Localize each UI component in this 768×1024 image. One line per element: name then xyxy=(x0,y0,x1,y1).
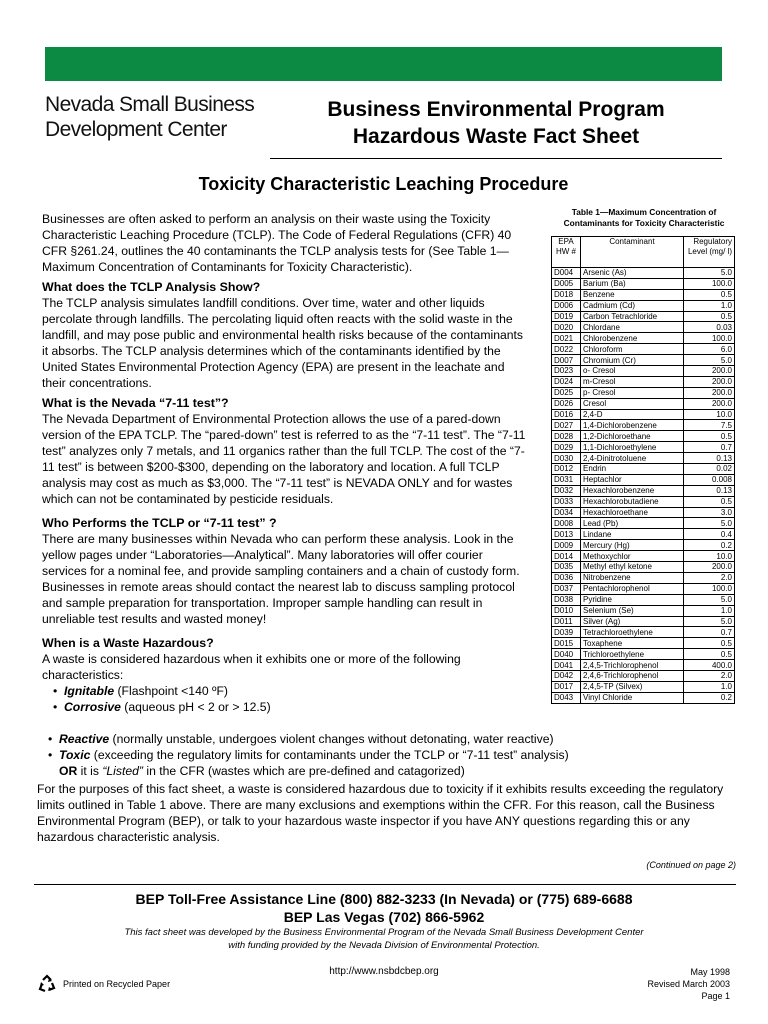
table-row xyxy=(552,278,735,289)
contaminant-cell: Endrin xyxy=(581,464,684,475)
section-heading: Who Performs the TCLP or “7-11 test” ? xyxy=(42,516,277,530)
contaminant-cell: Mercury (Hg) xyxy=(581,540,684,551)
hw-code-cell: D030 xyxy=(552,453,581,464)
org-name-line1: Nevada Small Business xyxy=(45,93,255,116)
contaminant-cell: Selenium (Se) xyxy=(581,605,684,616)
hw-code-cell: D035 xyxy=(552,562,581,573)
level-cell: 200.0 xyxy=(684,562,735,573)
level-cell: 5.0 xyxy=(684,594,735,605)
level-cell: 5.0 xyxy=(684,268,735,279)
level-cell: 6.0 xyxy=(684,344,735,355)
table-row xyxy=(552,409,735,420)
contaminant-cell: 1,2-Dichloroethane xyxy=(581,431,684,442)
bullet-term: Toxic xyxy=(59,748,91,762)
header-green-bar xyxy=(45,47,722,81)
listed-text: in the CFR (wastes which are pre-defined and catagorized) xyxy=(142,764,465,778)
bullet-text: (Flashpoint <140 ºF) xyxy=(114,684,228,698)
hw-code-cell: D020 xyxy=(552,322,581,333)
contaminant-cell: Lead (Pb) xyxy=(581,518,684,529)
contaminant-cell: Lindane xyxy=(581,529,684,540)
hw-code-cell: D008 xyxy=(552,518,581,529)
header-rule xyxy=(270,158,722,159)
website-link[interactable]: http://www.nsbdcbep.org xyxy=(329,966,439,977)
level-cell: 0.7 xyxy=(684,627,735,638)
level-cell: 2.0 xyxy=(684,670,735,681)
contaminant-cell: Toxaphene xyxy=(581,638,684,649)
level-cell: 100.0 xyxy=(684,333,735,344)
hw-code-cell: D041 xyxy=(552,660,581,671)
hw-code-cell: D007 xyxy=(552,355,581,366)
hw-code-cell: D017 xyxy=(552,681,581,692)
level-cell: 0.5 xyxy=(684,649,735,660)
level-cell: 1.0 xyxy=(684,605,735,616)
contaminant-cell: Arsenic (As) xyxy=(581,268,684,279)
level-cell: 200.0 xyxy=(684,387,735,398)
level-cell: 3.0 xyxy=(684,507,735,518)
hw-code-cell: D009 xyxy=(552,540,581,551)
table-row xyxy=(552,398,735,409)
bullet-text: (aqueous pH < 2 or > 12.5) xyxy=(120,700,271,714)
contaminant-cell: 1,4-Dichlorobenzene xyxy=(581,420,684,431)
contaminant-cell: Tetrachloroethylene xyxy=(581,627,684,638)
bullet-reactive xyxy=(37,731,737,747)
level-cell: 0.5 xyxy=(684,311,735,322)
hw-code-cell: D004 xyxy=(552,268,581,279)
contaminant-cell: Cadmium (Cd) xyxy=(581,300,684,311)
program-title xyxy=(270,96,722,150)
level-cell: 200.0 xyxy=(684,398,735,409)
table-row xyxy=(552,692,735,703)
listed-text: it is xyxy=(77,764,103,778)
level-cell: 0.008 xyxy=(684,474,735,485)
contaminant-cell: Chloroform xyxy=(581,344,684,355)
contaminant-cell: Hexachlorobutadiene xyxy=(581,496,684,507)
level-cell: 10.0 xyxy=(684,551,735,562)
table-row xyxy=(552,529,735,540)
level-cell: 0.03 xyxy=(684,322,735,333)
org-name-line2: Development Center xyxy=(45,118,227,141)
level-cell: 5.0 xyxy=(684,355,735,366)
listed-term: “Listed” xyxy=(102,764,143,778)
bullet-corrosive xyxy=(42,699,530,715)
level-cell: 200.0 xyxy=(684,366,735,377)
level-cell: 100.0 xyxy=(684,583,735,594)
table-row xyxy=(552,464,735,475)
contaminant-cell: Trichloroethylene xyxy=(581,649,684,660)
footer-rule xyxy=(34,884,736,885)
hw-code-cell: D021 xyxy=(552,333,581,344)
bullet-text: (exceeding the regulatory limits for contaminants under the TCLP or “7-11 test” analysis) xyxy=(90,748,569,762)
hw-code-cell: D012 xyxy=(552,464,581,475)
closing-paragraph: For the purposes of this fact sheet, a waste is considered hazardous due to toxicity if it exhibits results exceeding the regulatory limits outlined in Table 1 above. There are many exclusions and exemptions within the CFR. For this reason, call the Business Environmental Program (BEP), or talk to your hazardous waste inspector if you have ANY questions regarding this or any hazardous characteristic analysis. xyxy=(37,782,724,844)
contaminant-cell: Silver (Ag) xyxy=(581,616,684,627)
hw-code-cell: D010 xyxy=(552,605,581,616)
table-row xyxy=(552,366,735,377)
table-row xyxy=(552,268,735,279)
hw-code-cell: D031 xyxy=(552,474,581,485)
bullet-toxic xyxy=(37,747,737,763)
hw-code-cell: D023 xyxy=(552,366,581,377)
level-cell: 0.5 xyxy=(684,289,735,300)
hw-code-cell: D039 xyxy=(552,627,581,638)
contaminant-cell: Nitrobenzene xyxy=(581,572,684,583)
table-row xyxy=(552,453,735,464)
contaminant-cell: 2,4-Dinitrotoluene xyxy=(581,453,684,464)
level-cell: 0.7 xyxy=(684,442,735,453)
table-row xyxy=(552,496,735,507)
contaminant-cell: Hexachlorobenzene xyxy=(581,485,684,496)
bullet-text: (normally unstable, undergoes violent changes without detonating, water reactive) xyxy=(109,732,554,746)
section-heading: What does the TCLP Analysis Show? xyxy=(42,280,261,294)
continued-note: (Continued on page 2) xyxy=(646,860,736,870)
table-row xyxy=(552,605,735,616)
table-caption xyxy=(551,207,737,229)
table-row xyxy=(552,289,735,300)
contaminant-cell: Vinyl Chloride xyxy=(581,692,684,703)
hw-code-cell: D011 xyxy=(552,616,581,627)
table-row xyxy=(552,594,735,605)
level-cell: 1.0 xyxy=(684,681,735,692)
bullet-term: Corrosive xyxy=(64,700,121,714)
page-number: Page 1 xyxy=(701,991,730,1001)
revised-date: Revised March 2003 xyxy=(647,979,730,989)
section-body: The Nevada Department of Environmental Protection allows the use of a pared-down version of the EPA TCLP. The “pared-down” test is referred to as the “7-11 test”. The “7-11 test” analyzes only 7 metals, and 11 organics rather than the full TCLP. The cost of the “7-11 test” is between $200-$300, depending on the laboratory and location. A full TCLP analysis may cost as much as $3,000. The “7-11 test” is NEVADA ONLY and for wastes which can not be contaminated by pesticide residuals. xyxy=(42,412,526,506)
table-row xyxy=(552,474,735,485)
level-cell: 0.13 xyxy=(684,485,735,496)
contaminant-cell: 2,4-D xyxy=(581,409,684,420)
bullet-ignitable xyxy=(42,683,530,699)
hw-code-cell: D005 xyxy=(552,278,581,289)
table-row xyxy=(552,431,735,442)
table-row xyxy=(552,562,735,573)
level-cell: 100.0 xyxy=(684,278,735,289)
contaminant-cell: Chlorobenzene xyxy=(581,333,684,344)
table-row xyxy=(552,507,735,518)
hw-code-cell: D032 xyxy=(552,485,581,496)
contaminant-cell: Hexachloroethane xyxy=(581,507,684,518)
revision-info xyxy=(560,966,730,1002)
hw-code-cell: D019 xyxy=(552,311,581,322)
contaminant-cell: 2,4,6-Trichlorophenol xyxy=(581,670,684,681)
level-cell: 0.5 xyxy=(684,431,735,442)
or-word: OR xyxy=(59,764,78,778)
contaminant-cell: 2,4,5-Trichlorophenol xyxy=(581,660,684,671)
contaminant-cell: Chlordane xyxy=(581,322,684,333)
contaminant-cell: p- Cresol xyxy=(581,387,684,398)
table-row xyxy=(552,616,735,627)
main-text xyxy=(42,211,530,715)
hw-code-cell: D025 xyxy=(552,387,581,398)
section-heading: What is the Nevada “7-11 test”? xyxy=(42,396,229,410)
level-cell: 7.5 xyxy=(684,420,735,431)
program-title-line2: Hazardous Waste Fact Sheet xyxy=(352,125,640,148)
table-row xyxy=(552,387,735,398)
program-title-line1: Business Environmental Program xyxy=(327,98,665,121)
level-cell: 1.0 xyxy=(684,300,735,311)
contaminant-cell: Carbon Tetrachloride xyxy=(581,311,684,322)
table-row xyxy=(552,670,735,681)
level-cell: 5.0 xyxy=(684,518,735,529)
level-cell: 2.0 xyxy=(684,572,735,583)
contaminant-cell: Chromium (Cr) xyxy=(581,355,684,366)
hw-code-cell: D024 xyxy=(552,376,581,387)
hw-code-cell: D014 xyxy=(552,551,581,562)
level-cell: 0.5 xyxy=(684,638,735,649)
contaminant-cell: Barium (Ba) xyxy=(581,278,684,289)
original-date: May 1998 xyxy=(690,967,730,977)
hw-code-cell: D043 xyxy=(552,692,581,703)
contaminant-cell: Methoxychlor xyxy=(581,551,684,562)
document-title: Toxicity Characteristic Leaching Procedure xyxy=(198,174,569,194)
hw-code-cell: D018 xyxy=(552,289,581,300)
level-cell: 0.13 xyxy=(684,453,735,464)
column-header: Contaminant xyxy=(581,237,684,268)
recycled-paper-note: Printed on Recycled Paper xyxy=(63,979,171,989)
toxicity-table xyxy=(551,236,735,704)
level-cell: 0.2 xyxy=(684,540,735,551)
hw-code-cell: D026 xyxy=(552,398,581,409)
contaminant-cell: o- Cresol xyxy=(581,366,684,377)
credit-line1: This fact sheet was developed by the Business Environmental Program of the Nevada Small Business Development Center xyxy=(124,927,644,938)
intro-paragraph: Businesses are often asked to perform an analysis on their waste using the Toxicity Characteristic Leaching Procedure (TCLP). The Code of Federal Regulations (CFR) 40 CFR §261.24, outlines the 40 contaminants the TCLP analysis tests for (See Table 1—Maximum Concentration of Contaminants for Toxicity Characteristic). xyxy=(42,212,512,274)
las-vegas-line: BEP Las Vegas (702) 866-5962 xyxy=(283,909,485,925)
table-row xyxy=(552,572,735,583)
section-body: There are many businesses within Nevada who can perform these analysis. Look in the yellow pages under “Laboratories—Analytical”. Many laboratories will offer courier services for a nominal fee, and provide sampling containers and a chain of custody form. Businesses in remote areas should contact the nearest lab to discuss sampling protocol and sample preparation for transportation. Improper sample handling can result in unreliable test results and wasted money! xyxy=(42,532,520,626)
hw-code-cell: D040 xyxy=(552,649,581,660)
level-cell: 400.0 xyxy=(684,660,735,671)
table-row xyxy=(552,660,735,671)
hw-code-cell: D013 xyxy=(552,529,581,540)
level-cell: 5.0 xyxy=(684,616,735,627)
contaminant-cell: Methyl ethyl ketone xyxy=(581,562,684,573)
hw-code-cell: D038 xyxy=(552,594,581,605)
table-row xyxy=(552,627,735,638)
table-row xyxy=(552,583,735,594)
column-header: Regulatory Level (mg/ l) xyxy=(684,237,735,268)
hw-code-cell: D022 xyxy=(552,344,581,355)
section-body: The TCLP analysis simulates landfill conditions. Over time, water and other liquids percolate through landfills. The percolating liquid often reacts with the solid waste in the landfill, and may pose public and environmental health risks because of the contaminants it absorbs. The TCLP analysis determines which of the contaminants identified by the United States Environmental Protection Agency (EPA) are present in the leachate and their concentrations. xyxy=(42,296,524,390)
hw-code-cell: D029 xyxy=(552,442,581,453)
table-row xyxy=(552,311,735,322)
hw-code-cell: D015 xyxy=(552,638,581,649)
hw-code-cell: D016 xyxy=(552,409,581,420)
level-cell: 0.02 xyxy=(684,464,735,475)
credit-line2: with funding provided by the Nevada Division of Environmental Protection. xyxy=(228,940,540,951)
hw-code-cell: D006 xyxy=(552,300,581,311)
table-caption-line1: Table 1—Maximum Concentration of xyxy=(571,207,717,217)
table-row xyxy=(552,442,735,453)
table-row xyxy=(552,681,735,692)
table-row xyxy=(552,322,735,333)
table-row xyxy=(552,649,735,660)
table-caption-line2: Contaminants for Toxicity Characteristic xyxy=(563,218,725,228)
org-name xyxy=(45,92,254,142)
table-row xyxy=(552,485,735,496)
table-row xyxy=(552,540,735,551)
table-row xyxy=(552,355,735,366)
assistance-line: BEP Toll-Free Assistance Line (800) 882-3233 (In Nevada) or (775) 689-6688 xyxy=(135,891,633,907)
hw-code-cell: D036 xyxy=(552,572,581,583)
section-heading: When is a Waste Hazardous? xyxy=(42,636,214,650)
hw-code-cell: D033 xyxy=(552,496,581,507)
contaminant-cell: Benzene xyxy=(581,289,684,300)
table-row xyxy=(552,344,735,355)
contaminant-cell: Pentachlorophenol xyxy=(581,583,684,594)
hw-code-cell: D037 xyxy=(552,583,581,594)
bullet-term: Ignitable xyxy=(64,684,115,698)
level-cell: 200.0 xyxy=(684,376,735,387)
column-header: EPA HW # xyxy=(552,237,581,268)
contaminant-cell: m-Cresol xyxy=(581,376,684,387)
table-row xyxy=(552,518,735,529)
table-row xyxy=(552,420,735,431)
table-header-row xyxy=(552,237,735,268)
contaminant-cell: Pyridine xyxy=(581,594,684,605)
bullet-term: Reactive xyxy=(59,732,110,746)
hazard-intro: A waste is considered hazardous when it exhibits one or more of the following characteristics: xyxy=(42,652,461,682)
hw-code-cell: D028 xyxy=(552,431,581,442)
level-cell: 0.5 xyxy=(684,496,735,507)
level-cell: 0.4 xyxy=(684,529,735,540)
table-row xyxy=(552,638,735,649)
table-row xyxy=(552,376,735,387)
contaminant-cell: Heptachlor xyxy=(581,474,684,485)
hw-code-cell: D042 xyxy=(552,670,581,681)
table-row xyxy=(552,551,735,562)
contaminant-cell: 2,4,5-TP (Silvex) xyxy=(581,681,684,692)
table-row xyxy=(552,333,735,344)
contaminant-cell: Cresol xyxy=(581,398,684,409)
hw-code-cell: D027 xyxy=(552,420,581,431)
table-row xyxy=(552,300,735,311)
level-cell: 0.2 xyxy=(684,692,735,703)
level-cell: 10.0 xyxy=(684,409,735,420)
listed-line xyxy=(37,763,737,779)
recycle-icon xyxy=(37,974,57,994)
contaminant-cell: 1,1-Dichloroethylene xyxy=(581,442,684,453)
hw-code-cell: D034 xyxy=(552,507,581,518)
hazard-continued xyxy=(37,731,737,845)
